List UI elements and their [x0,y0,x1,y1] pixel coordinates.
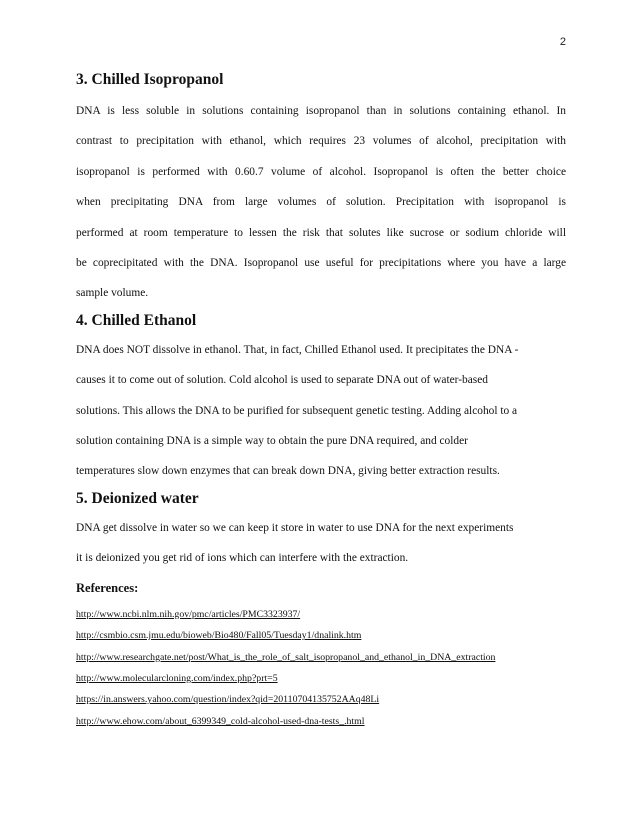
reference-link[interactable]: https://in.answers.yahoo.com/question/index?qid=20110704135752AAq48Li [76,694,380,706]
reference-link[interactable]: http://www.molecularcloning.com/index.php?prt=5 [76,672,278,684]
paragraph-line: DNA is less soluble in solutions containing isopropanol than in solutions containing ethanol. In [76,105,566,117]
reference-link[interactable]: http://www.ncbi.nlm.nih.gov/pmc/articles/PMC3323937/ [76,608,301,620]
page-number: 2 [559,36,566,48]
references-list [76,604,566,732]
paragraph-line: temperatures slow down enzymes that can break down DNA, giving better extraction results. [76,465,500,478]
paragraph-line: contrast to precipitation with ethanol, which requires 23 volumes of alcohol, precipitation with [76,135,566,148]
reference-link[interactable]: http://www.ehow.com/about_6399349_cold-alcohol-used-dna-tests_.html [76,715,365,727]
section-heading-chilled-isopropanol: 3. Chilled Isopropanol [76,71,224,88]
paragraph-line: performed at room temperature to lessen the risk that solutes like sucrose or sodium chloride will [76,226,566,239]
paragraph-line: it is deionized you get rid of ions which can interfere with the extraction. [76,552,409,565]
paragraph-line: DNA get dissolve in water so we can keep it store in water to use DNA for the next experiments [76,521,514,534]
paragraph-line: DNA does NOT dissolve in ethanol. That, in fact, Chilled Ethanol used. It precipitates the DNA - [76,343,519,356]
document-body [76,70,566,732]
paragraph-line: sample volume. [76,287,149,300]
paragraph-line: isopropanol is performed with 0.60.7 volume of alcohol. Isopropanol is often the better choice [76,165,566,178]
section-heading-chilled-ethanol: 4. Chilled Ethanol [76,311,197,329]
section-paragraph [76,96,566,309]
paragraph-line: solution containing DNA is a simple way to obtain the pure DNA required, and colder [76,435,468,448]
section-paragraph [76,513,566,574]
section-paragraph [76,335,566,487]
reference-link[interactable]: http://csmbio.csm.jmu.edu/bioweb/Bio480/Fall05/Tuesday1/dnalink.htm [76,630,362,642]
references-heading: References: [76,580,139,595]
reference-link[interactable]: http://www.researchgate.net/post/What_is_the_role_of_salt_isopropanol_and_ethanol_in_DNA_extraction [76,651,496,663]
section-heading-deionized-water: 5. Deionized water [76,489,199,507]
paragraph-line: causes it to come out of solution. Cold alcohol is used to separate DNA out of water-based [76,374,488,387]
paragraph-line: solutions. This allows the DNA to be purified for subsequent genetic testing. Adding alcohol to a [76,404,518,417]
paragraph-line: when precipitating DNA from large volumes of solution. Precipitation with isopropanol is [76,196,566,209]
paragraph-line: be coprecipitated with the DNA. Isopropanol use useful for precipitations where you have a large [76,257,566,270]
